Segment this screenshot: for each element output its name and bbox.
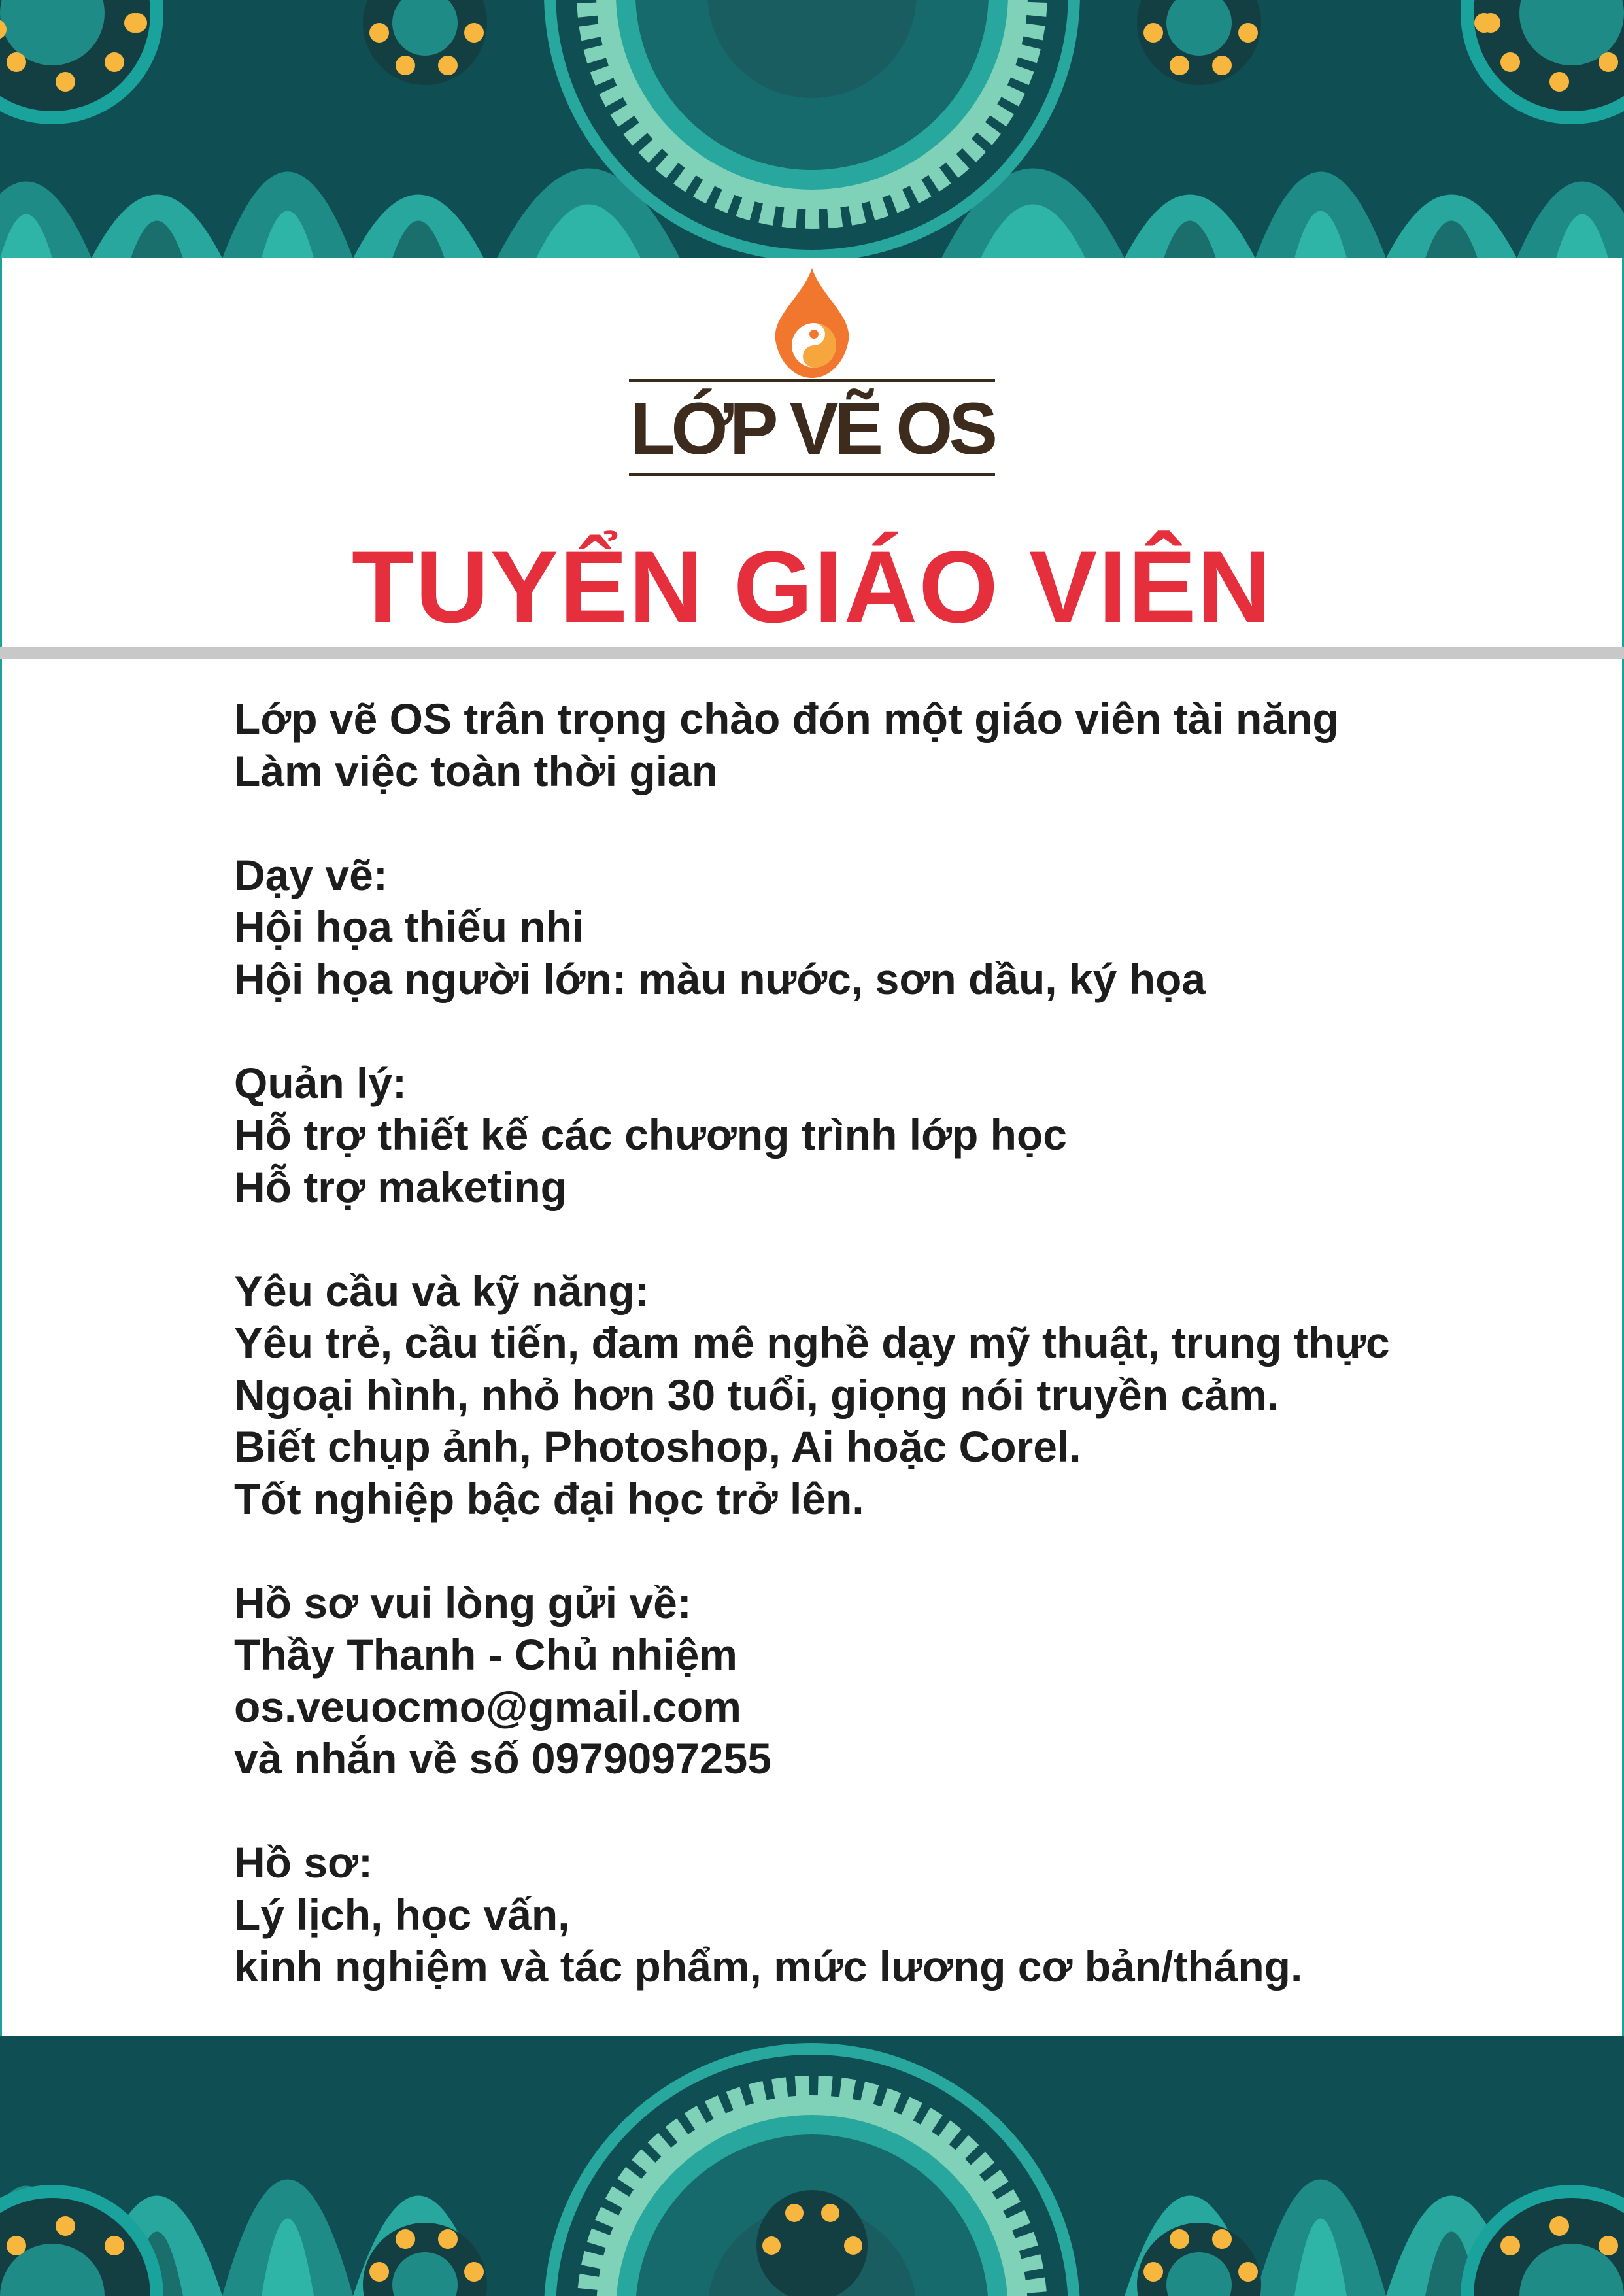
teaching-item: Hội họa người lớn: màu nước, sơn dầu, ký họa — [234, 954, 1206, 1003]
contact-phone: và nhắn về số 0979097255 — [234, 1734, 771, 1783]
section-divider — [0, 647, 1624, 659]
documents-item: kinh nghiệm và tác phẩm, mức lương cơ bản/tháng. — [234, 1942, 1303, 1991]
requirement-item: Ngoại hình, nhỏ hơn 30 tuổi, giọng nói truyền cảm. — [234, 1370, 1279, 1419]
management-item: Hỗ trợ maketing — [234, 1162, 567, 1211]
top-ornament-band — [0, 0, 1624, 258]
management-item: Hỗ trợ thiết kế các chương trình lớp học — [234, 1110, 1068, 1159]
requirement-item: Yêu trẻ, cầu tiến, đam mê nghề dạy mỹ thuật, trung thực — [234, 1318, 1390, 1367]
brand-logo — [615, 268, 1009, 476]
logo-bottom-rule — [629, 473, 995, 476]
documents-heading: Hồ sơ: — [234, 1838, 373, 1887]
requirement-item: Tốt nghiệp bậc đại học trở lên. — [234, 1474, 864, 1523]
contact-email: os.veuocmo@gmail.com — [234, 1682, 741, 1731]
documents-item: Lý lịch, học vấn, — [234, 1890, 570, 1939]
bottom-ornament-pattern — [0, 2036, 1624, 2296]
contact-heading: Hồ sơ vui lòng gửi về: — [234, 1578, 692, 1627]
intro-line: Làm việc toàn thời gian — [234, 746, 719, 795]
top-ornament-pattern — [0, 0, 1624, 258]
requirements-heading: Yêu cầu và kỹ năng: — [234, 1266, 649, 1315]
intro-line: Lớp vẽ OS trân trọng chào đón một giáo viên tài năng — [234, 694, 1339, 743]
requirement-item: Biết chụp ảnh, Photoshop, Ai hoặc Corel. — [234, 1422, 1081, 1471]
logo-top-rule — [629, 379, 995, 382]
management-heading: Quản lý: — [234, 1058, 407, 1107]
orange-drop-icon — [770, 268, 854, 379]
teaching-item: Hội họa thiếu nhi — [234, 902, 584, 951]
bottom-ornament-band — [0, 2036, 1624, 2296]
teaching-heading: Dạy vẽ: — [234, 850, 388, 899]
page-title: TUYỂN GIÁO VIÊN — [351, 530, 1273, 644]
logo-wordmark: LỚP VẼ OS — [630, 388, 994, 470]
contact-person: Thầy Thanh - Chủ nhiệm — [234, 1630, 737, 1679]
job-description — [234, 693, 1574, 1993]
